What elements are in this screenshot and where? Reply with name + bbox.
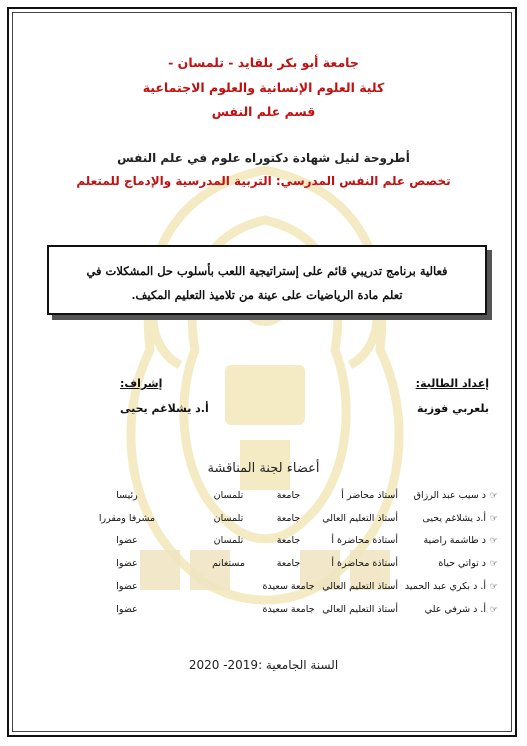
member-role: مشرفا ومقررا <box>98 512 156 524</box>
thesis-title-line-1: فعالية برنامج تدريبي قائم على إستراتيجية اللعب بأسلوب حل المشكلات في <box>86 264 448 278</box>
member-name: أ.د يشلاغم يحيى <box>422 512 486 524</box>
pointing-hand-icon: ☞ <box>489 582 498 593</box>
member-role: رئيسا <box>116 489 138 501</box>
member-rank: أستاذة محاضرة أ <box>331 535 398 547</box>
table-row <box>58 575 498 598</box>
department-name: قسم علم النفس <box>211 104 316 119</box>
member-role: عضوا <box>116 558 138 570</box>
member-role: عضوا <box>116 581 138 593</box>
table-row <box>58 552 498 575</box>
thesis-title-box <box>47 245 487 315</box>
faculty-name: كلية العلوم الإنسانية والعلوم الاجتماعية <box>142 80 385 95</box>
pointing-hand-icon: ☞ <box>489 513 498 524</box>
member-rank: أستاذ التعليم العالي <box>322 512 398 524</box>
member-rank: أستاذ التعليم العالي <box>322 581 398 593</box>
pointing-hand-icon: ☞ <box>489 536 498 547</box>
academic-year: السنة الجامعية :2019- 2020 <box>188 658 339 672</box>
table-row <box>58 507 498 530</box>
member-name: أ. د شرفي علي <box>424 603 486 615</box>
degree-line: أطروحة لنيل شهادة دكتوراه علوم في علم النفس <box>117 151 410 165</box>
member-city <box>196 598 261 621</box>
committee-table <box>58 484 498 621</box>
member-university: جامعة <box>276 558 301 570</box>
pointing-hand-icon: ☞ <box>489 559 498 570</box>
student-name: بلعربي فوزية <box>417 402 489 415</box>
member-university: جامعة سعيدة <box>262 603 315 615</box>
supervisor-name: أ.د يشلاغم يحيى <box>120 402 209 415</box>
member-role: عضوا <box>116 603 138 615</box>
prepared-by-label: إعداد الطالبة: <box>415 377 489 390</box>
member-university: جامعة <box>276 489 301 501</box>
member-rank: أستاذة محاضرة أ <box>331 558 398 570</box>
table-row <box>58 530 498 553</box>
university-name: جامعة أبو بكر بلقايد - تلمسان - <box>168 55 359 70</box>
committee-title: أعضاء لجنة المناقشة <box>207 461 320 476</box>
table-row <box>58 598 498 621</box>
member-city: تلمسان <box>213 535 244 547</box>
pointing-hand-icon: ☞ <box>489 604 498 615</box>
member-university: جامعة <box>276 512 301 524</box>
member-name: د طاشمة راضية <box>423 535 486 547</box>
table-row <box>58 484 498 507</box>
member-university: جامعة <box>276 535 301 547</box>
member-role: عضوا <box>116 535 138 547</box>
member-city: تلمسان <box>213 512 244 524</box>
pointing-hand-icon: ☞ <box>489 490 498 501</box>
member-name: أ. د بكري عبد الحميد <box>404 581 486 593</box>
member-city: تلمسان <box>213 489 244 501</box>
member-city: مستغانم <box>212 558 245 570</box>
member-rank: أستاذ محاضر أ <box>341 489 398 501</box>
member-name: د تواتي حياة <box>438 558 486 570</box>
supervision-label: إشراف: <box>120 377 163 390</box>
member-name: د سيب عبد الرزاق <box>413 489 486 501</box>
member-city <box>196 575 261 598</box>
thesis-title-line-2: تعلم مادة الرياضيات على عينة من تلاميذ التعليم المكيف. <box>131 288 403 302</box>
specialty-line: تخصص علم النفس المدرسي: التربية المدرسية والإدماج للمتعلم <box>76 174 451 188</box>
member-university: جامعة سعيدة <box>262 581 315 593</box>
member-rank: أستاذ التعليم العالي <box>322 603 398 615</box>
